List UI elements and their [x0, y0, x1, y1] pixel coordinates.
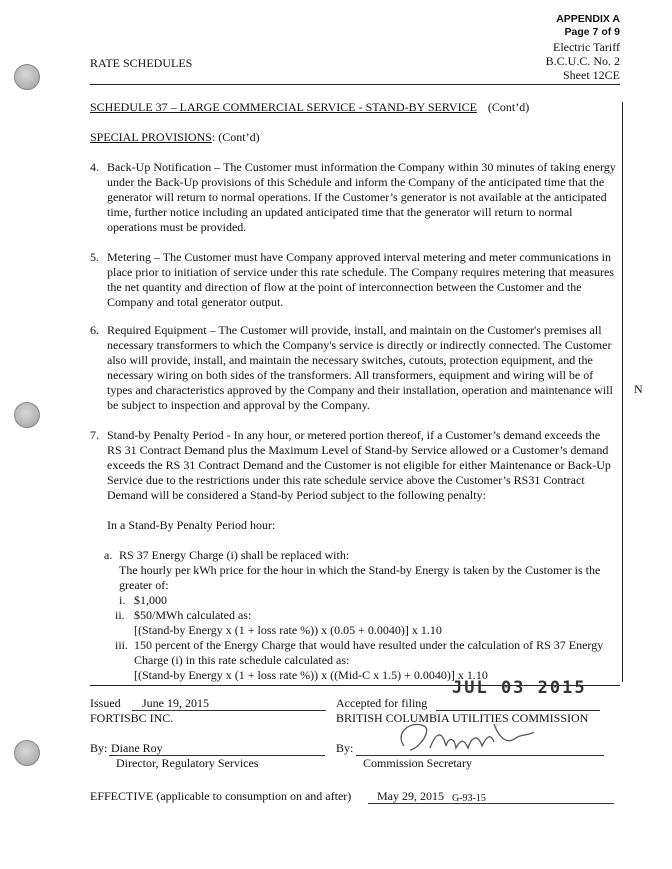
tariff-line-2: B.C.U.C. No. 2 [545, 54, 620, 68]
by2-label: By: [336, 741, 354, 755]
provision-number: 7. [90, 428, 99, 442]
punch-hole-middle [14, 402, 40, 428]
by-name: Diane Roy [111, 741, 163, 755]
page-number: Page 7 of 9 [564, 26, 620, 38]
revision-mark: N [634, 382, 643, 396]
revision-bar [622, 102, 623, 682]
provision-text: Back-Up Notification – The Customer must information the Company within 30 minutes of taking energy under the Back-Up provisions of this Schedule and inform the Company of the anticipated time that the generator will return to normal operations. If the Customer’s generator is not available at the anticipated time, further notice including an updated anticipated time that the generator will return to normal operations must be provided. [107, 160, 616, 234]
effective-date: May 29, 2015 [377, 789, 444, 803]
by-label: By: [90, 741, 108, 755]
tariff-line-3: Sheet 12CE [563, 68, 620, 82]
penalty-iii-formula: [(Stand-by Energy x (1 + loss rate %)) x ((Mid-C x 1.5) + 0.0040)] x 1.10 [134, 668, 488, 682]
provision-number: 5. [90, 250, 99, 264]
effective-label: EFFECTIVE (applicable to consumption on and after) [90, 789, 352, 803]
issued-date: June 19, 2015 [142, 696, 209, 710]
provision-number: 6. [90, 323, 99, 337]
penalty-iii-label: iii. [115, 638, 129, 652]
penalty-i-label: i. [119, 593, 126, 607]
accepted-label: Accepted for filing [336, 696, 428, 710]
provision-text: Stand-by Penalty Period - In any hour, or metered portion thereof, if a Customer’s demand exceeds the RS 31 Contract Demand plus the Maximum Level of Stand-by Service allowed or a Customer’s demand exceeds the RS 31 Contract Demand and the Customer is not eligible for either Maintenance or Back-Up Service due to the restrictions under this rate schedule service above the Customer’s RS31 Contract Demand will be considered a Stand-by Period subject to the following penalty: [107, 428, 611, 502]
by-title: Director, Regulatory Services [116, 756, 259, 770]
punch-hole-bottom [14, 740, 40, 766]
schedule-title-line [90, 100, 529, 115]
rate-schedules-title: RATE SCHEDULES [90, 56, 193, 70]
penalty-a-line2: The hourly per kWh price for the hour in which the Stand-by Energy is taken by the Customer is the greater of: [119, 563, 601, 592]
penalty-i-text: $1,000 [134, 593, 167, 607]
header-rule [90, 84, 620, 85]
effective-line [368, 803, 614, 804]
special-provisions-line [90, 130, 260, 145]
penalty-ii-label: ii. [115, 608, 125, 622]
tariff-block [546, 40, 620, 82]
penalty-intro: In a Stand-By Penalty Period hour: [107, 518, 276, 532]
penalty-a-label: a. [104, 548, 113, 562]
provision-text: Required Equipment – The Customer will provide, install, and maintain on the Customer's premises all necessary transformers to which the Company's service is directly or indirectly connected. The Customer also will provide, install, and maintain the necessary switches, cutouts, protection equipment, and the necessary wiring on both sides of the transformers. All transformers, equipment and wiring will be of types and characteristics approved by the Company and their installation, operation and maintenance will be subject to inspection and approval by the Company. [107, 323, 613, 412]
special-provisions-contd: : (Cont’d) [211, 130, 260, 144]
provision-6 [90, 323, 616, 413]
provision-text: Metering – The Customer must have Company approved interval metering and meter communications in place prior to initiation of service under this rate schedule. The Company requires metering that measures the net quantity and direction of flow at the point of interconnection between the Customer and the Company and total generator output. [107, 250, 614, 309]
punch-hole-top [14, 64, 40, 90]
issued-label: Issued [90, 696, 121, 710]
company-name: FORTISBC INC. [90, 711, 174, 725]
provision-number: 4. [90, 160, 99, 174]
commission-name: BRITISH COLUMBIA UTILITIES COMMISSION [336, 711, 589, 725]
penalty-a-line1: RS 37 Energy Charge (i) shall be replaced with: [119, 548, 350, 562]
commission-signature [390, 718, 540, 758]
appendix-block [556, 13, 620, 39]
penalty-a-text [119, 548, 616, 593]
order-reference: G-93-15 [452, 793, 486, 804]
schedule-contd: (Cont’d) [487, 100, 530, 114]
accepted-stamp: JUL 03 2015 [452, 678, 587, 698]
commission-secretary: Commission Secretary [363, 756, 472, 770]
provision-4 [90, 160, 616, 235]
penalty-ii-text: $50/MWh calculated as: [134, 608, 252, 622]
penalty-iii-text: 150 percent of the Energy Charge that would have resulted under the calculation of RS 37 Energy Charge (i) in this rate schedule calculated as: [134, 638, 604, 667]
provision-5 [90, 250, 616, 310]
tariff-line-1: Electric Tariff [552, 40, 620, 54]
special-provisions-heading: SPECIAL PROVISIONS [90, 130, 212, 144]
appendix-label: APPENDIX A [556, 13, 620, 25]
penalty-ii-formula: [(Stand-by Energy x (1 + loss rate %)) x (0.05 + 0.0040)] x 1.10 [134, 623, 442, 637]
schedule-title: SCHEDULE 37 – LARGE COMMERCIAL SERVICE - STAND-BY SERVICE [90, 100, 477, 114]
provision-7 [90, 428, 616, 503]
